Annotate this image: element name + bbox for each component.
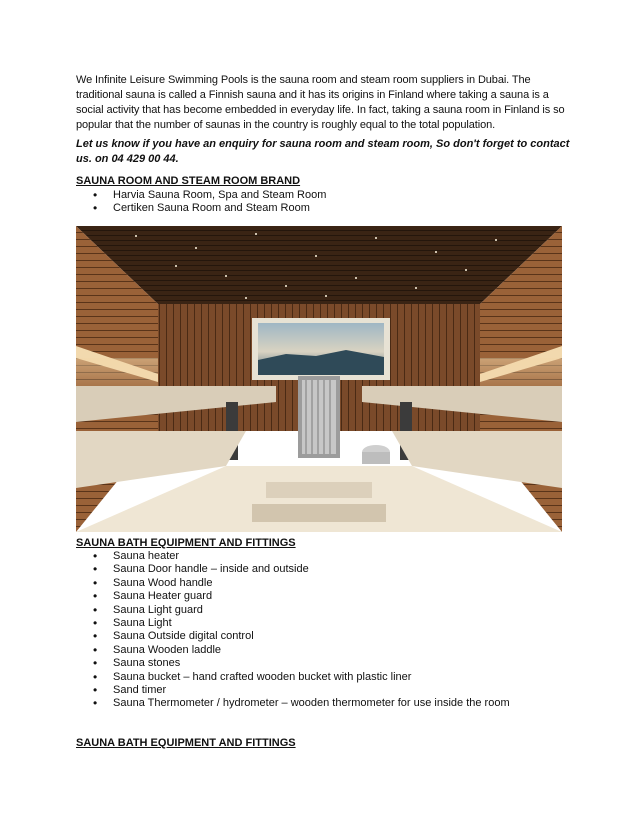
list-item: • Certiken Sauna Room and Steam Room — [76, 202, 326, 215]
list-item: • Sauna Door handle – inside and outside — [76, 563, 510, 576]
list-item: • Sauna Light — [76, 617, 510, 630]
list-item: • Sauna Thermometer / hydrometer – wooden thermometer for use inside the room — [76, 697, 510, 710]
list-item: • Sauna Light guard — [76, 604, 510, 617]
list-item: • Sand timer — [76, 684, 510, 697]
list-item: • Sauna bucket – hand crafted wooden bucket with plastic liner — [76, 671, 510, 684]
list-item: • Sauna heater — [76, 550, 510, 563]
equipment-heading: SAUNA BATH EQUIPMENT AND FITTINGS — [76, 537, 296, 549]
brand-heading: SAUNA ROOM AND STEAM ROOM BRAND — [76, 175, 301, 187]
list-item: • Sauna Wooden laddle — [76, 644, 510, 657]
equipment-heading-repeat: SAUNA BATH EQUIPMENT AND FITTINGS — [76, 737, 296, 749]
list-item: • Harvia Sauna Room, Spa and Steam Room — [76, 189, 326, 202]
intro-paragraph: We Infinite Leisure Swimming Pools is the sauna room and steam room suppliers in Dubai. The traditional sauna is called a Finnish sauna and it has its origins in Finland where taking a sauna is a social activity that has become embedded in everyday life. In fact, taking a sauna room in Finland is so popular that the number of saunas in the country is roughly equal to the total population. — [76, 74, 565, 131]
sauna-room-photo — [76, 226, 562, 532]
list-item: • Sauna Wood handle — [76, 577, 510, 590]
list-item: • Sauna stones — [76, 657, 510, 670]
list-item: • Sauna Outside digital control — [76, 630, 510, 643]
list-item: • Sauna Heater guard — [76, 590, 510, 603]
brand-list — [76, 189, 326, 216]
contact-call-to-action: Let us know if you have an enquiry for sauna room and steam room, So don't forget to contact us. on 04 429 00 44. — [76, 138, 570, 165]
equipment-list — [76, 550, 510, 711]
